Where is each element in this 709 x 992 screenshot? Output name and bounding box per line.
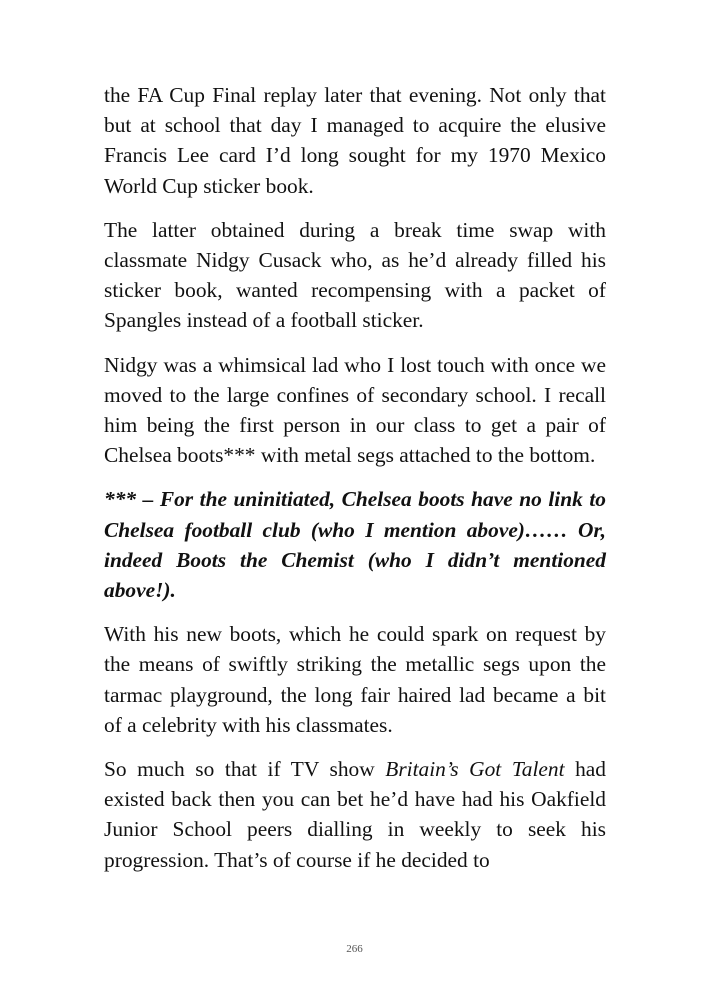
paragraph-nidgy-boots: Nidgy was a whimsical lad who I lost touch with once we moved to the large confines of secondary school. I recall him being the first person in our class to get a pair of Chelsea boots*** with metal segs attached to the bottom. [104, 352, 606, 468]
footnote-chelsea-boots: *** – For the uninitiated, Chelsea boots have no link to Chelsea football club (who I mention above)…… Or, indeed Boots the Chemist (who I didn’t mentioned above!). [104, 487, 606, 603]
paragraph-celebrity-lad: With his new boots, which he could spark on request by the means of swiftly striking the metallic segs upon the tarmac playground, the long fair haired lad became a bit of a celebrity with his classmates. [104, 622, 606, 737]
paragraph-fa-cup-replay: the FA Cup Final replay later that evening. Not only that but at school that day I managed to acquire the elusive Francis Lee card I’d long sought for my 1970 Mexico World Cup sticker book. [104, 83, 606, 198]
show-title-italic: Britain’s Got Talent [385, 757, 565, 782]
paragraph-text-after-title: had existed back then you can bet he’d have had his Oakfield Junior School peers dialling in weekly to seek his progression. That’s of course if he decided to [104, 757, 606, 872]
paragraph-britains-got-talent [104, 754, 606, 875]
paragraph-text-before-title: So much so that if TV show [104, 757, 386, 782]
paragraph-sticker-swap: The latter obtained during a break time swap with classmate Nidgy Cusack who, as he’d already filled his sticker book, wanted recompensing with a packet of Spangles instead of a football sticker. [104, 217, 606, 333]
page-number: 266 [346, 943, 363, 955]
book-page-body [104, 80, 606, 889]
